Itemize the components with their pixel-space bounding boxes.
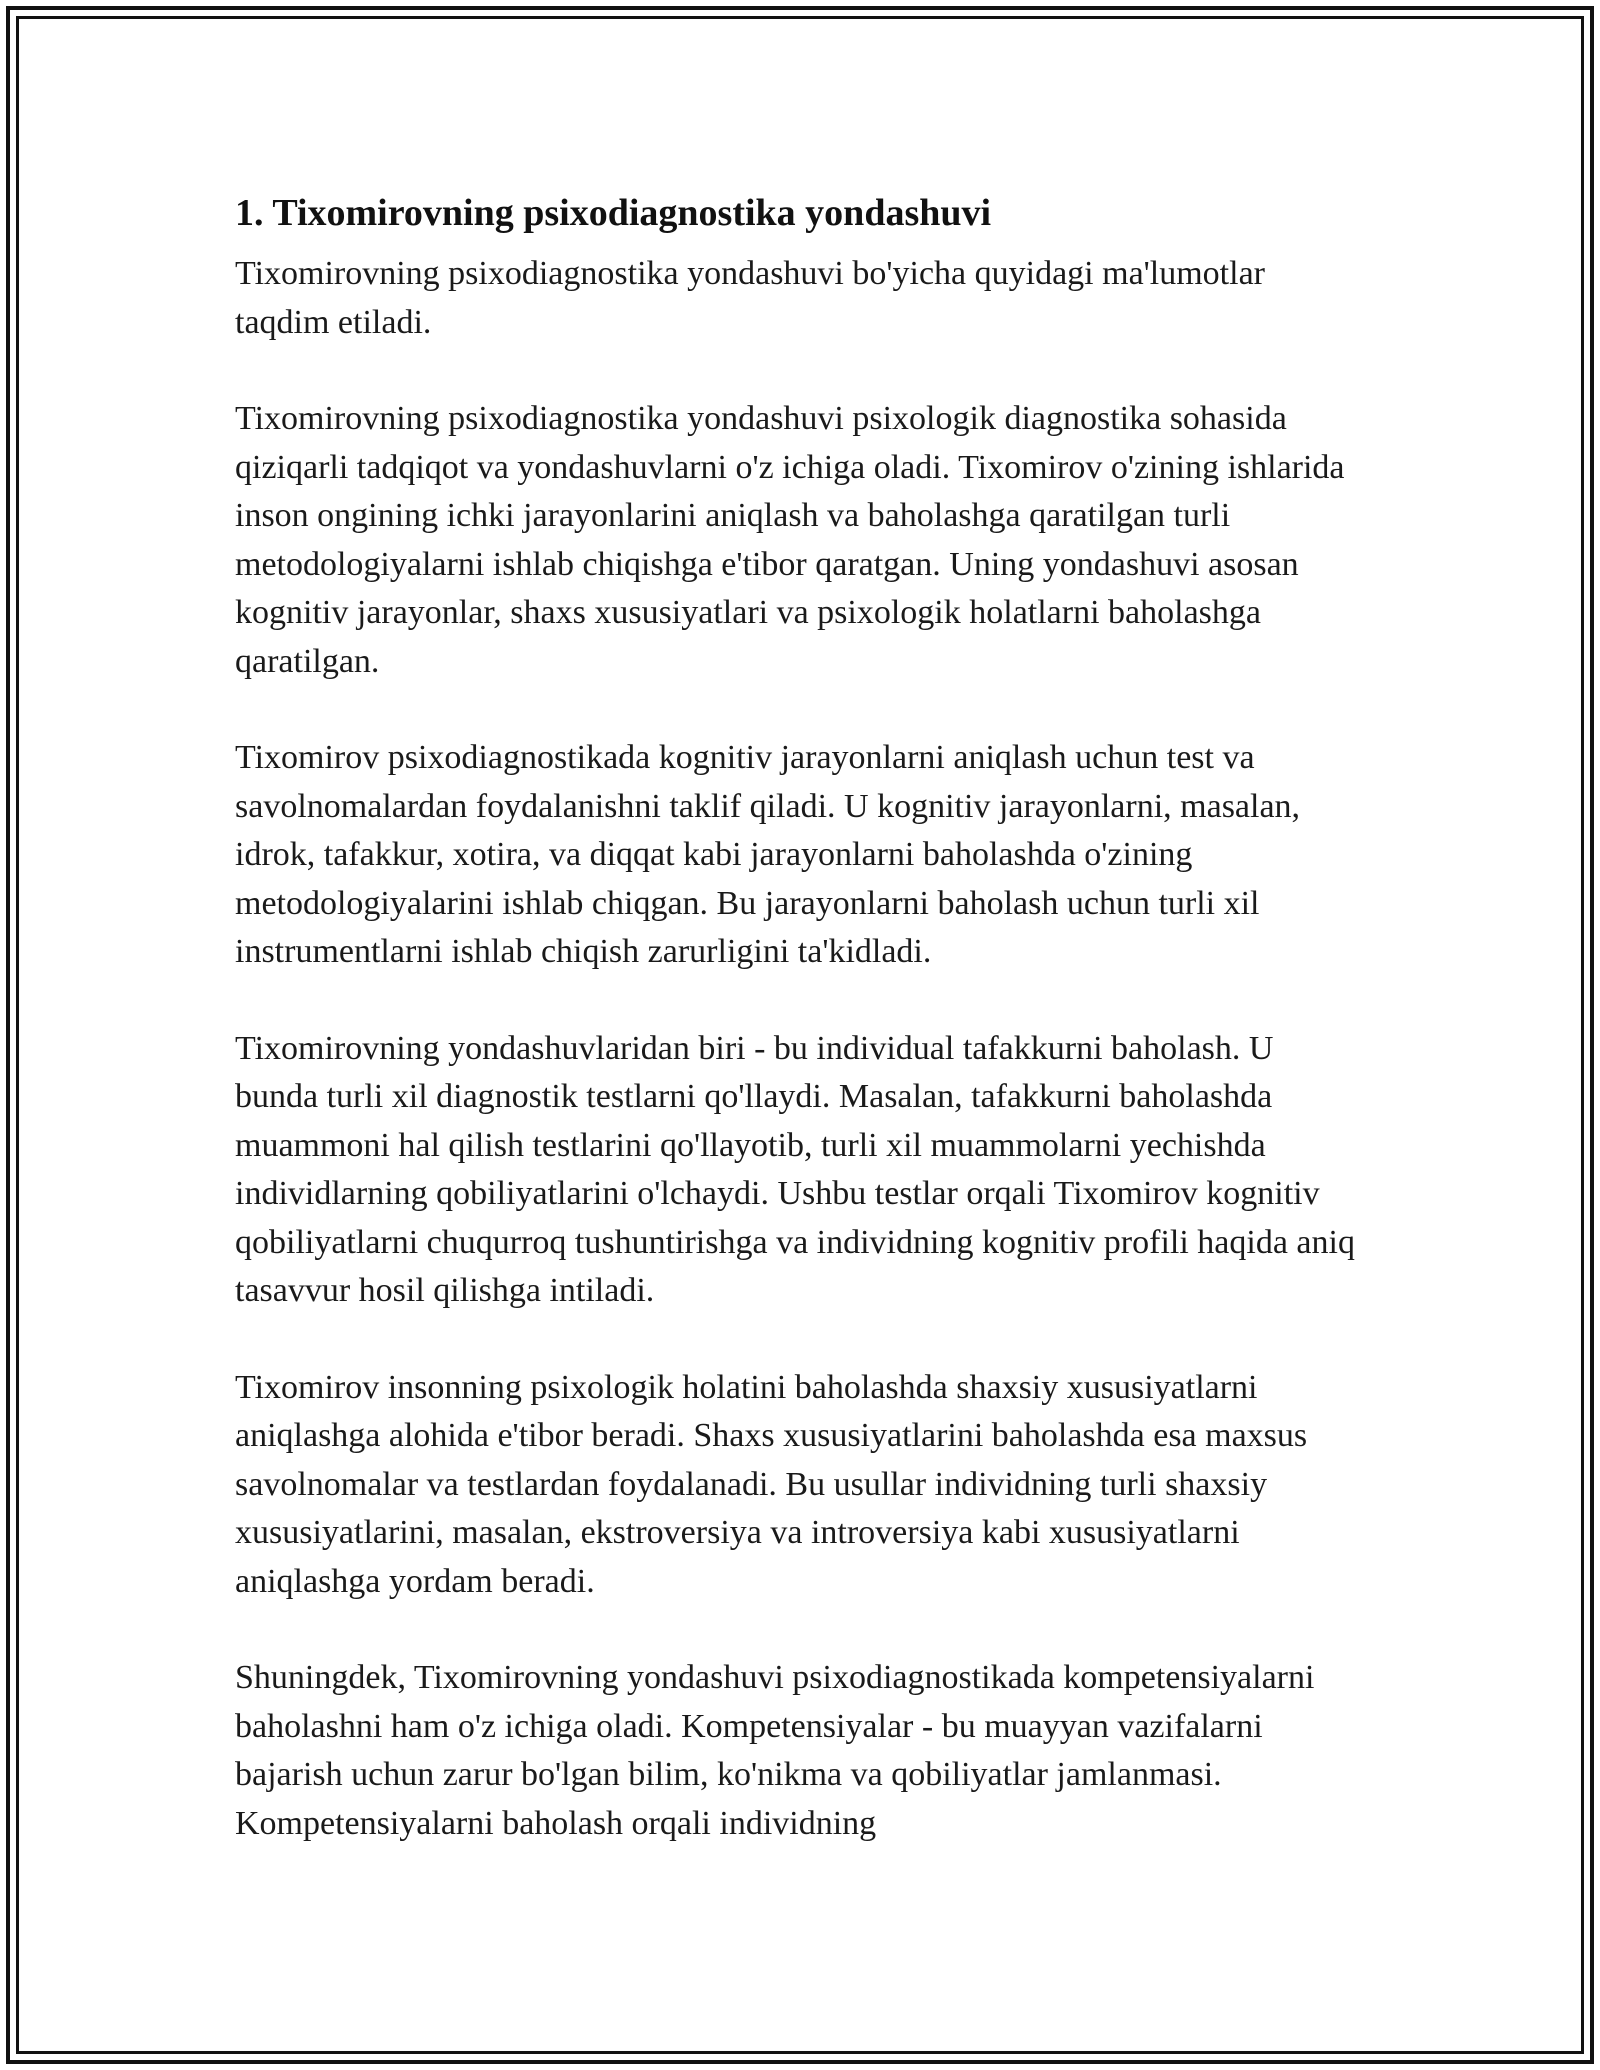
paragraph-5: Tixomirov insonning psixologik holatini baholashda shaxsiy xususiyatlarni aniqlashga alohida e'tibor beradi. Shaxs xususiyatlarini baholashda esa maxsus savolnomalar va testlardan foydalanadi. Bu usullar individning turli shaxsiy xususiyatlarini, masalan, ekstroversiya va introversiya kabi xususiyatlarni aniqlashga yordam beradi. (235, 1368, 1308, 1600)
paragraph-6: Shuningdek, Tixomirovning yondashuvi psixodiagnostikada kompetensiyalarni baholashni ham o'z ichiga oladi. Kompetensiyalar - bu muayyan vazifalarni bajarish uchun zarur bo'lgan bilim, ko'nikma va qobiliyatlar jamlanmasi. Kompetensiyalarni baholash orqali individning (235, 1659, 1315, 1842)
paragraph-1: Tixomirovning psixodiagnostika yondashuvi bo'yicha quyidagi ma'lumotlar taqdim etiladi. (235, 255, 1265, 341)
paragraph-2: Tixomirovning psixodiagnostika yondashuvi psixologik diagnostika sohasida qiziqarli tadqiqot va yondashuvlarni o'z ichiga oladi. Tixomirov o'zining ishlarida inson ongining ichki jarayonlarini aniqlash va baholashga qaratilgan turli metodologiyalarni ishlab chiqishga e'tibor qaratgan. Uning yondashuvi asosan kognitiv jarayonlar, shaxs xususiyatlari va psixologik holatlarni baholashga qaratilgan. (235, 400, 1345, 680)
section-heading: 1. Tixomirovning psixodiagnostika yondashuvi (235, 192, 992, 234)
paragraph-4: Tixomirovning yondashuvlaridan biri - bu individual tafakkurni baholash. U bunda turli xil diagnostik testlarni qo'llaydi. Masalan, tafakkurni baholashda muammoni hal qilish testlarini qo'llayotib, turli xil muammolarni yechishda individlarning qobiliyatlarini o'lchaydi. Ushbu testlar orqali Tixomirov kognitiv qobiliyatlarni chuqurroq tushuntirishga va individning kognitiv profili haqida aniq tasavvur hosil qilishga intiladi. (235, 1029, 1355, 1309)
document-body (235, 186, 1365, 1896)
paragraph-3: Tixomirov psixodiagnostikada kognitiv jarayonlarni aniqlash uchun test va savolnomalardan foydalanishni taklif qiladi. U kognitiv jarayonlarni, masalan, idrok, tafakkur, xotira, va diqqat kabi jarayonlarni baholashda o'zining metodologiyalarini ishlab chiqgan. Bu jarayonlarni baholash uchun turli xil instrumentlarni ishlab chiqish zarurligini ta'kidladi. (235, 739, 1301, 970)
